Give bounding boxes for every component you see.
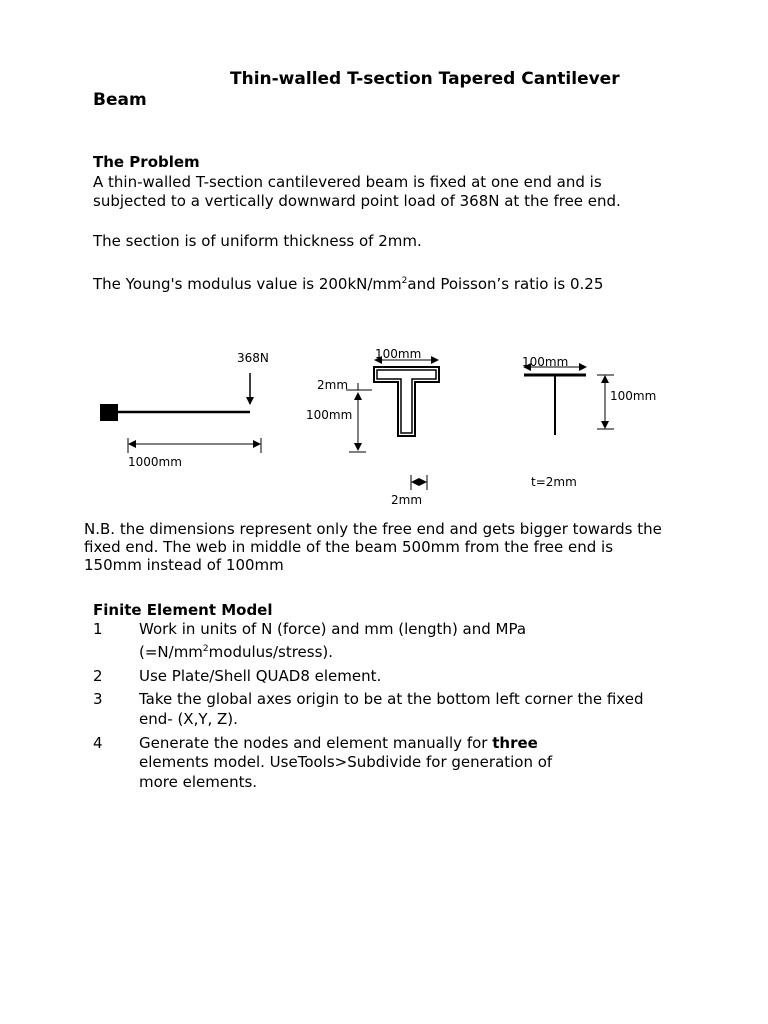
problem-heading: The Problem: [93, 153, 200, 171]
note-line-3: 150mm instead of 100mm: [84, 556, 284, 574]
fem-heading: Finite Element Model: [93, 601, 273, 619]
simple-flange-width-label: 100mm: [522, 355, 569, 369]
problem-paragraph-1-line-1: A thin-walled T-section cantilevered beam is fixed at one end and is: [93, 173, 602, 191]
problem-paragraph-2: The section is of uniform thickness of 2mm.: [93, 232, 422, 250]
fem-item-3-line-1: Take the global axes origin to be at the bottom left corner the fixed: [139, 690, 644, 708]
load-label: 368N: [237, 351, 269, 365]
three-bold-text: three: [492, 734, 538, 752]
t-section-simple: [522, 355, 656, 489]
fem-item-2-line-1: Use Plate/Shell QUAD8 element.: [139, 667, 382, 685]
youngs-modulus-text: The Young's modulus value is 200kN/mm: [93, 275, 402, 293]
fem-item-3-number: 3: [93, 690, 103, 708]
thickness-label: t=2mm: [531, 475, 577, 489]
flange-width-label: 100mm: [375, 347, 422, 361]
poisson-ratio-text: and Poisson’s ratio is 0.25: [407, 275, 604, 293]
fem-item-4-number: 4: [93, 734, 103, 752]
t-section-inner-outline: [377, 370, 436, 433]
note-line-1: N.B. the dimensions represent only the free end and gets bigger towards the: [84, 520, 662, 538]
fem-item-3-line-2: end- (X,Y, Z).: [139, 710, 238, 728]
fixed-support: [100, 404, 118, 421]
length-label: 1000mm: [128, 455, 182, 469]
superscript-2: 2: [202, 644, 209, 654]
fem-item-1-line-2: [139, 643, 333, 662]
web-thickness-label: 2mm: [391, 493, 423, 507]
simple-web-height-label: 100mm: [610, 389, 657, 403]
flange-thickness-label: 2mm: [317, 378, 349, 392]
web-height-label: 100mm: [306, 408, 353, 422]
fem-item-1-number: 1: [93, 620, 103, 638]
t-section-outer-outline: [374, 367, 439, 436]
note-line-2: fixed end. The web in middle of the beam 500mm from the free end is: [84, 538, 614, 556]
units-text-end: modulus/stress).: [208, 643, 334, 661]
page-title-line-2: Beam: [93, 90, 147, 110]
generate-text: Generate the nodes and element manually for: [139, 734, 493, 752]
problem-paragraph-1-line-2: subjected to a vertically downward point load of 368N at the free end.: [93, 192, 621, 210]
fem-item-1-line-1: Work in units of N (force) and mm (length) and MPa: [139, 620, 527, 638]
t-section-detail: [306, 347, 439, 507]
superscript-2: 2: [401, 276, 408, 286]
cantilever-beam-diagram: [100, 351, 269, 469]
fem-item-4-line-1: [139, 734, 538, 753]
fem-item-4-line-3: more elements.: [139, 773, 258, 791]
page-title-line-1: Thin-walled T-section Tapered Cantilever: [230, 69, 620, 89]
fem-item-4-line-2: elements model. UseTools>Subdivide for generation of: [139, 753, 553, 771]
units-text: (=N/mm: [139, 643, 203, 661]
fem-item-2-number: 2: [93, 667, 103, 685]
